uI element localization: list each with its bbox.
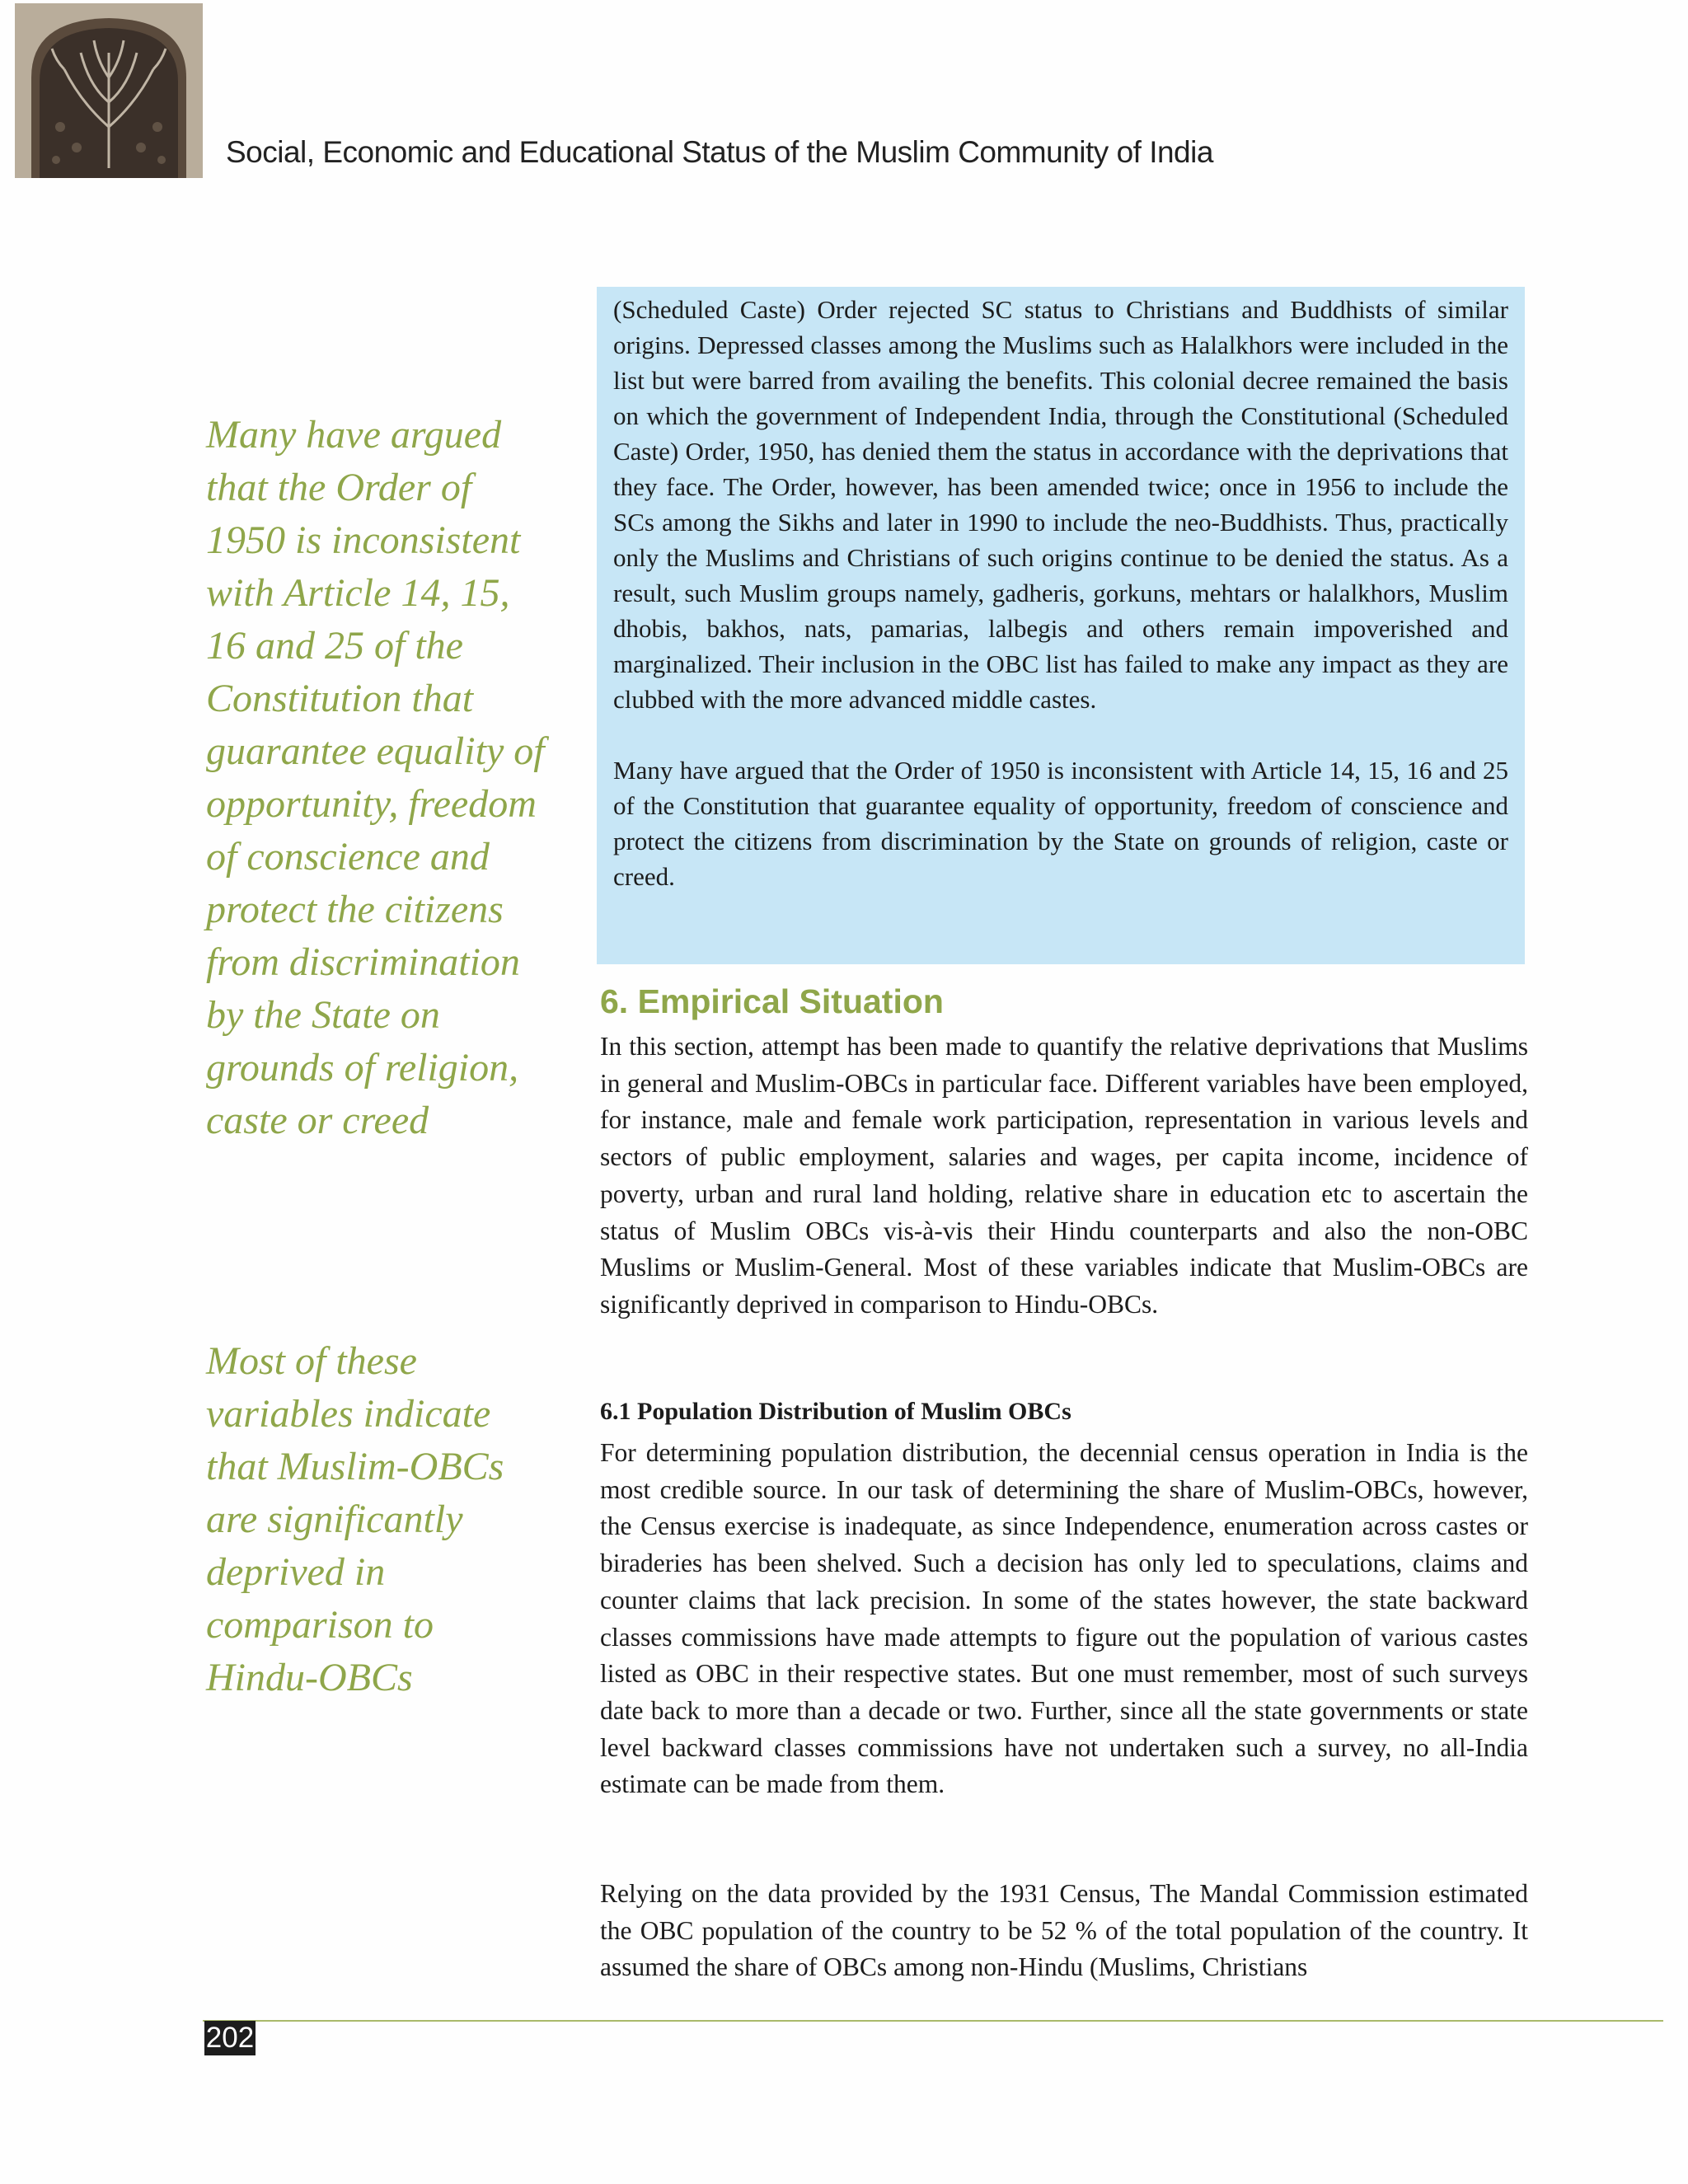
footer-divider (203, 2020, 1663, 2022)
subsection-heading: 6.1 Population Distribution of Muslim OBCs (600, 1398, 1071, 1425)
section-heading: 6. Empirical Situation (600, 982, 944, 1020)
highlight-box (597, 287, 1525, 964)
pull-quote: Most of these variables indicate that Muslim-OBCs are significantly deprived in comparison to Hindu-OBCs (206, 1339, 504, 1699)
page-number: 202 (205, 2022, 255, 2054)
section-intro (600, 1029, 1528, 1324)
body-paragraph: Relying on the data provided by the 1931 Census, The Mandal Commission estimated the OBC population of the country to be 52 % of the total population of the country. It assumed the share of OBCs among non-Hindu (Muslims, Christians (600, 1879, 1528, 1982)
subsection-body (600, 1435, 1528, 1803)
header-decorative-image (15, 3, 203, 178)
subsection-body-continued (600, 1876, 1528, 1986)
body-paragraph: For determining population distribution, the decennial census operation in India is the most credible source. In our task of determining the share of Muslim-OBCs, however, the Census exercise is inadequate, as since Independence, enumeration across castes or biraderies has been shelved. Such a decision has only led to speculations, claims and counter claims that lack precision. In some of the states however, the state backward classes commissions have made attempts to figure out the population of various castes listed as OBC in their respective states. But one must remember, most of such surveys date back to more than a decade or two. Further, since all the state governments or state level backward classes commissions have not undertaken such a survey, no all-India estimate can be made from them. (600, 1438, 1528, 1799)
running-header-title: Social, Economic and Educational Status of the Muslim Community of India (226, 135, 1213, 169)
box-paragraph: Many have argued that the Order of 1950 is inconsistent with Article 14, 15, 16 and 25 of the Constitution that guarantee equality of opportunity, freedom of conscience and protect the citizens from discrimination by the State on grounds of religion, caste or creed. (613, 756, 1508, 891)
body-paragraph: In this section, attempt has been made to quantify the relative deprivations that Muslims in general and Muslim-OBCs in particular face. Different variables have been employed, for instance, male and female work participation, representation in various levels and sectors of public employment, salaries and wages, per capita income, incidence of poverty, urban and rural land holding, relative share in education etc to ascertain the status of Muslim OBCs vis-à-vis their Hindu counterparts and also the non-OBC Muslims or Muslim-General. Most of these variables indicate that Muslim-OBCs are significantly deprived in comparison to Hindu-OBCs. (600, 1032, 1528, 1319)
pull-quote: Many have argued that the Order of 1950 is inconsistent with Article 14, 15, 16 and 25 of the Constitution that guarantee equality of opportunity, freedom of conscience and protect the citizens from discrimination by the State on grounds of religion, caste or creed (206, 413, 545, 1142)
box-paragraph: (Scheduled Caste) Order rejected SC status to Christians and Buddhists of similar origins. Depressed classes among the Muslims such as Halalkhors were included in the list but were barred from availing the benefits. This colonial decree remained the basis on which the government of Independent India, through the Constitutional (Scheduled Caste) Order, 1950, has denied them the status in accordance with the deprivations that they face. The Order, however, has been amended twice; once in 1956 to include the SCs among the Sikhs and later in 1990 to include the neo-Buddhists. Thus, practically only the Muslims and Christians of such origins continue to be denied the status. As a result, such Muslim groups namely, gadheris, gorkuns, mehtars or halalkhors, Muslim dhobis, bakhos, nats, pamarias, lalbegis and others remain impoverished and marginalized. Their inclusion in the OBC list has failed to make any impact as they are clubbed with the more advanced middle castes. (613, 295, 1508, 714)
